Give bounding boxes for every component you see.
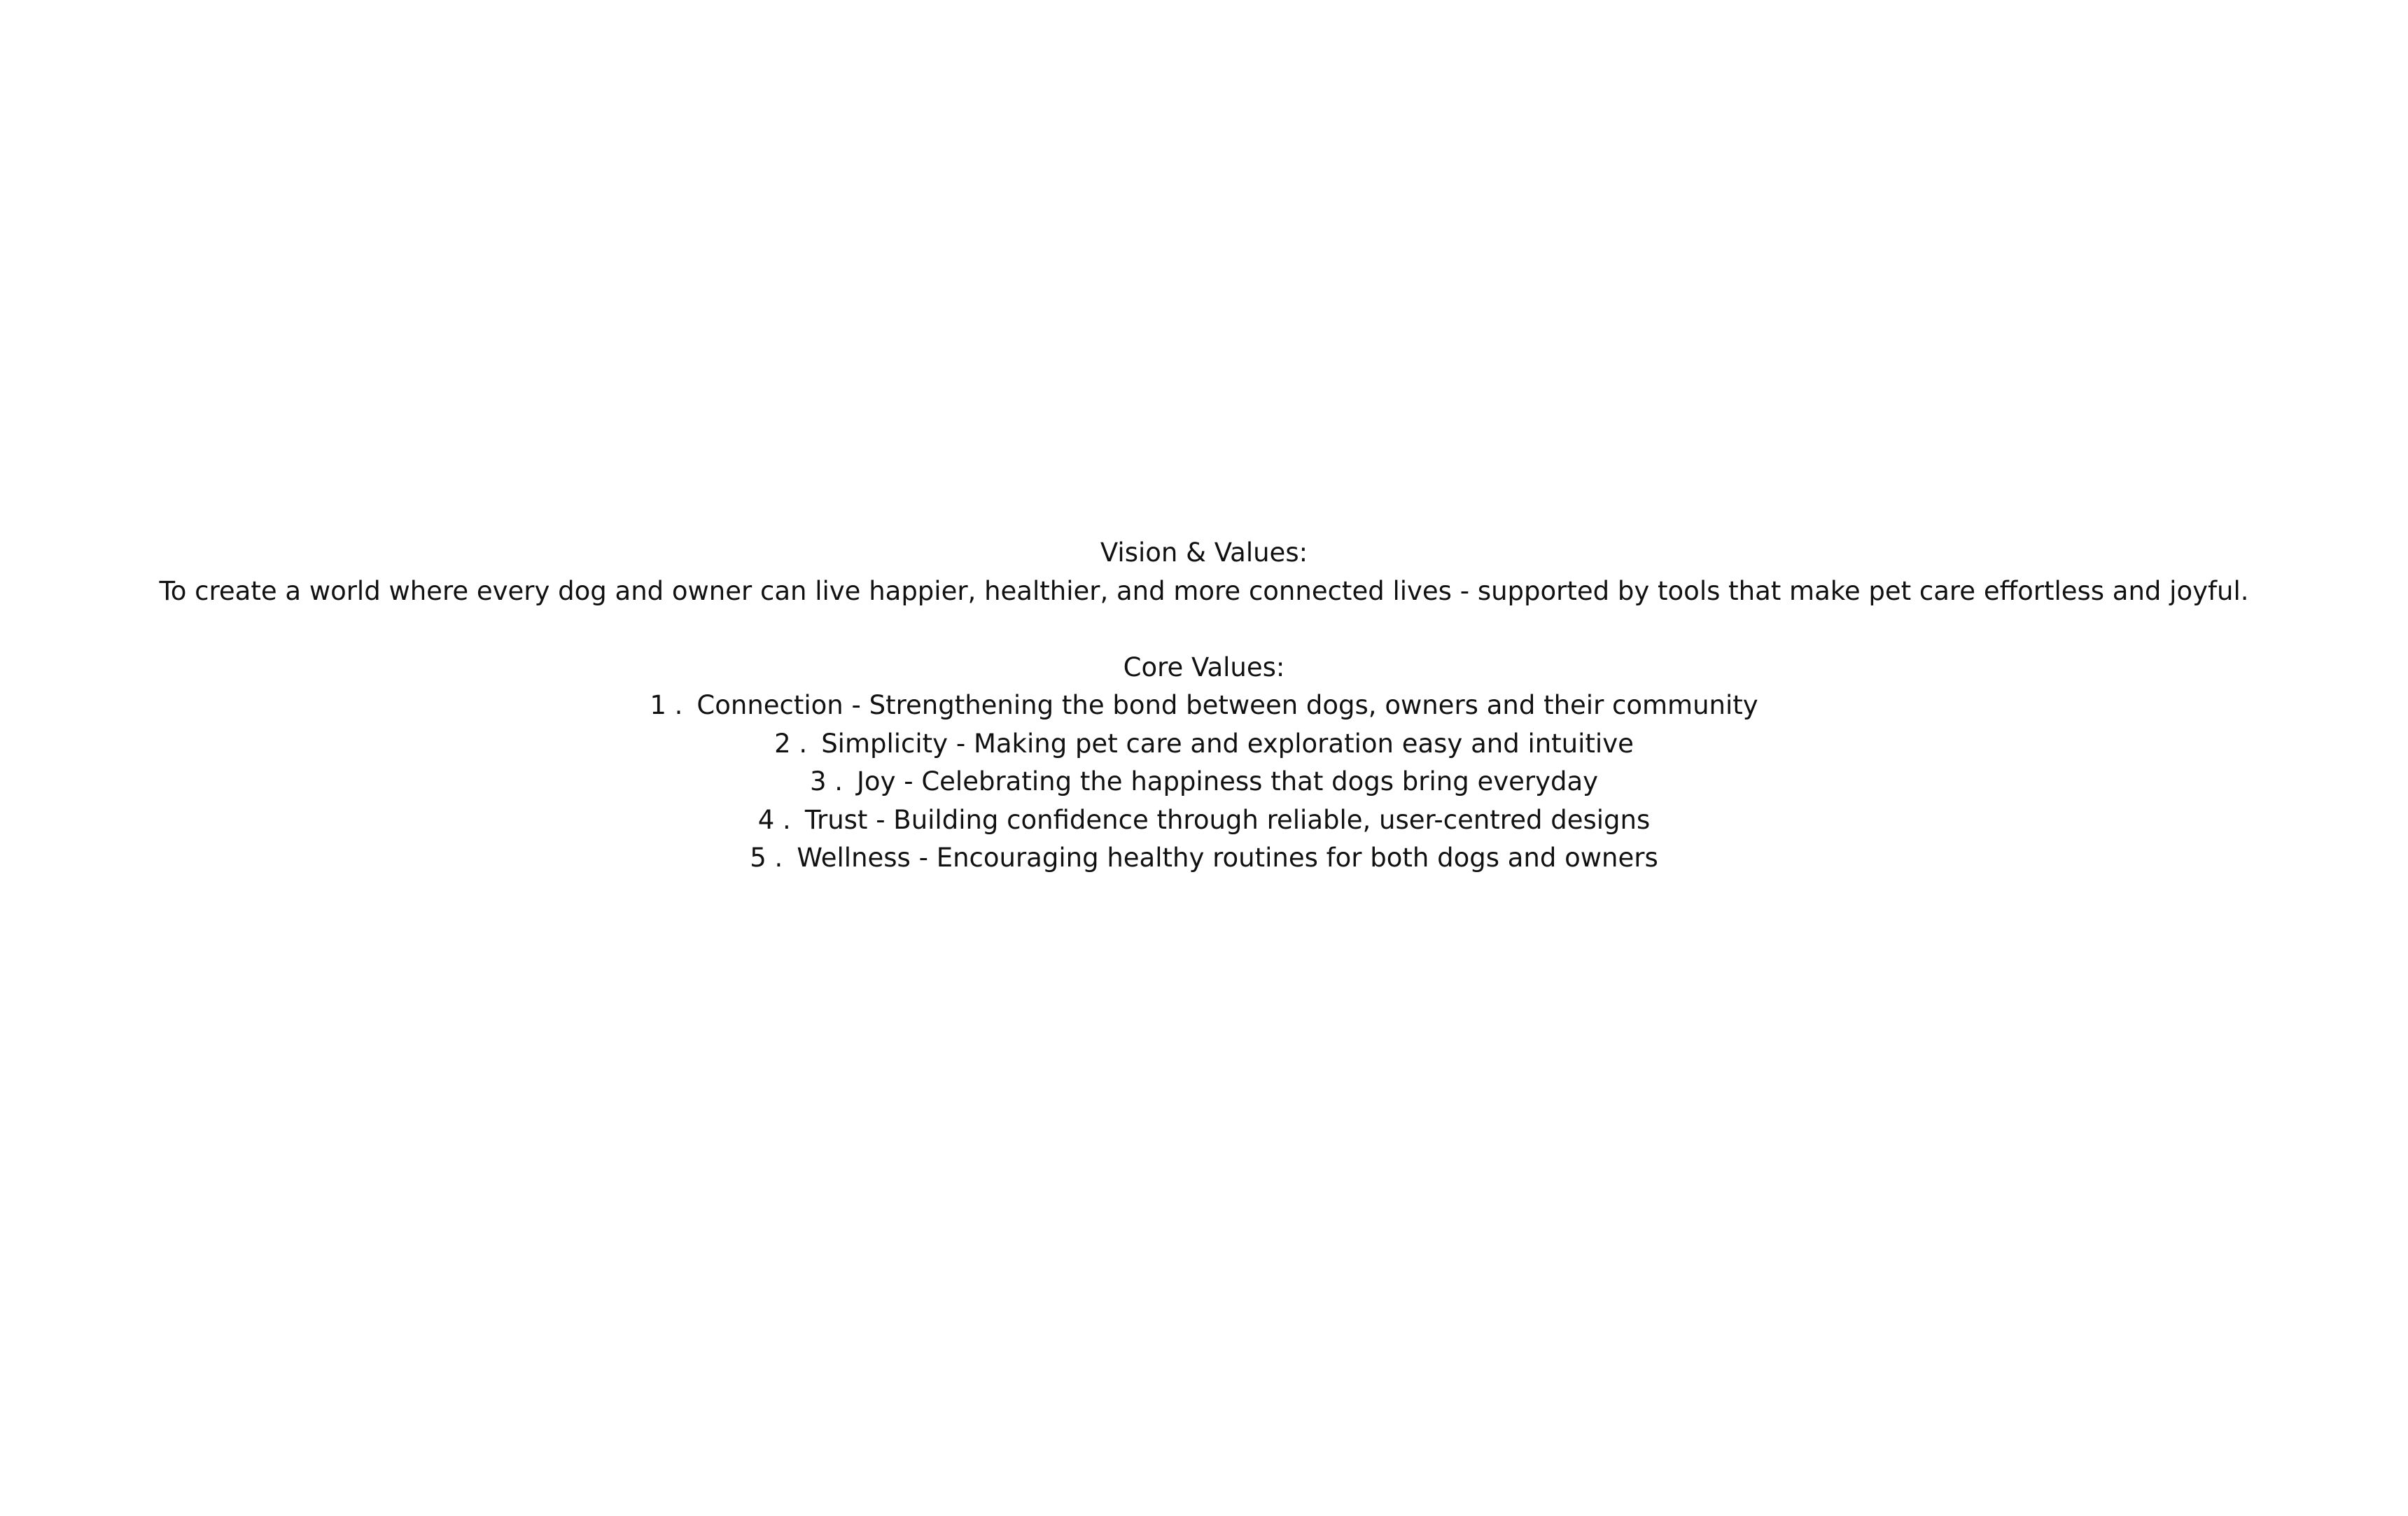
core-value-text: Wellness - Encouraging healthy routines for both dogs and owners: [797, 843, 1658, 873]
core-value-item: [0, 725, 2408, 764]
core-value-text: Joy - Celebrating the happiness that dogs bring everyday: [857, 766, 1599, 796]
vision-heading: Vision & Values:: [1100, 538, 1308, 568]
vision-statement: To create a world where every dog and owner can live happier, healthier, and more connected lives - supported by tools that make pet care effortless and joyful.: [159, 575, 2249, 606]
core-values-heading: Core Values:: [1123, 652, 1285, 682]
core-value-number: 5 .: [750, 843, 783, 873]
core-value-item: [0, 801, 2408, 840]
core-value-text: Simplicity - Making pet care and exploration easy and intuitive: [821, 728, 1634, 759]
core-value-number: 1 .: [650, 690, 683, 720]
core-value-item: [0, 839, 2408, 878]
core-value-number: 2 .: [774, 728, 808, 759]
vision-values-text-block: [0, 534, 2408, 878]
core-value-number: 4 .: [757, 804, 791, 835]
blank-line: [0, 610, 2408, 649]
core-value-text: Connection - Strengthening the bond between dogs, owners and their community: [696, 690, 1758, 720]
core-value-item: [0, 763, 2408, 801]
core-value-number: 3 .: [809, 766, 844, 796]
core-value-item: [0, 687, 2408, 725]
core-value-text: Trust - Building confidence through reliable, user-centred designs: [804, 804, 1651, 835]
